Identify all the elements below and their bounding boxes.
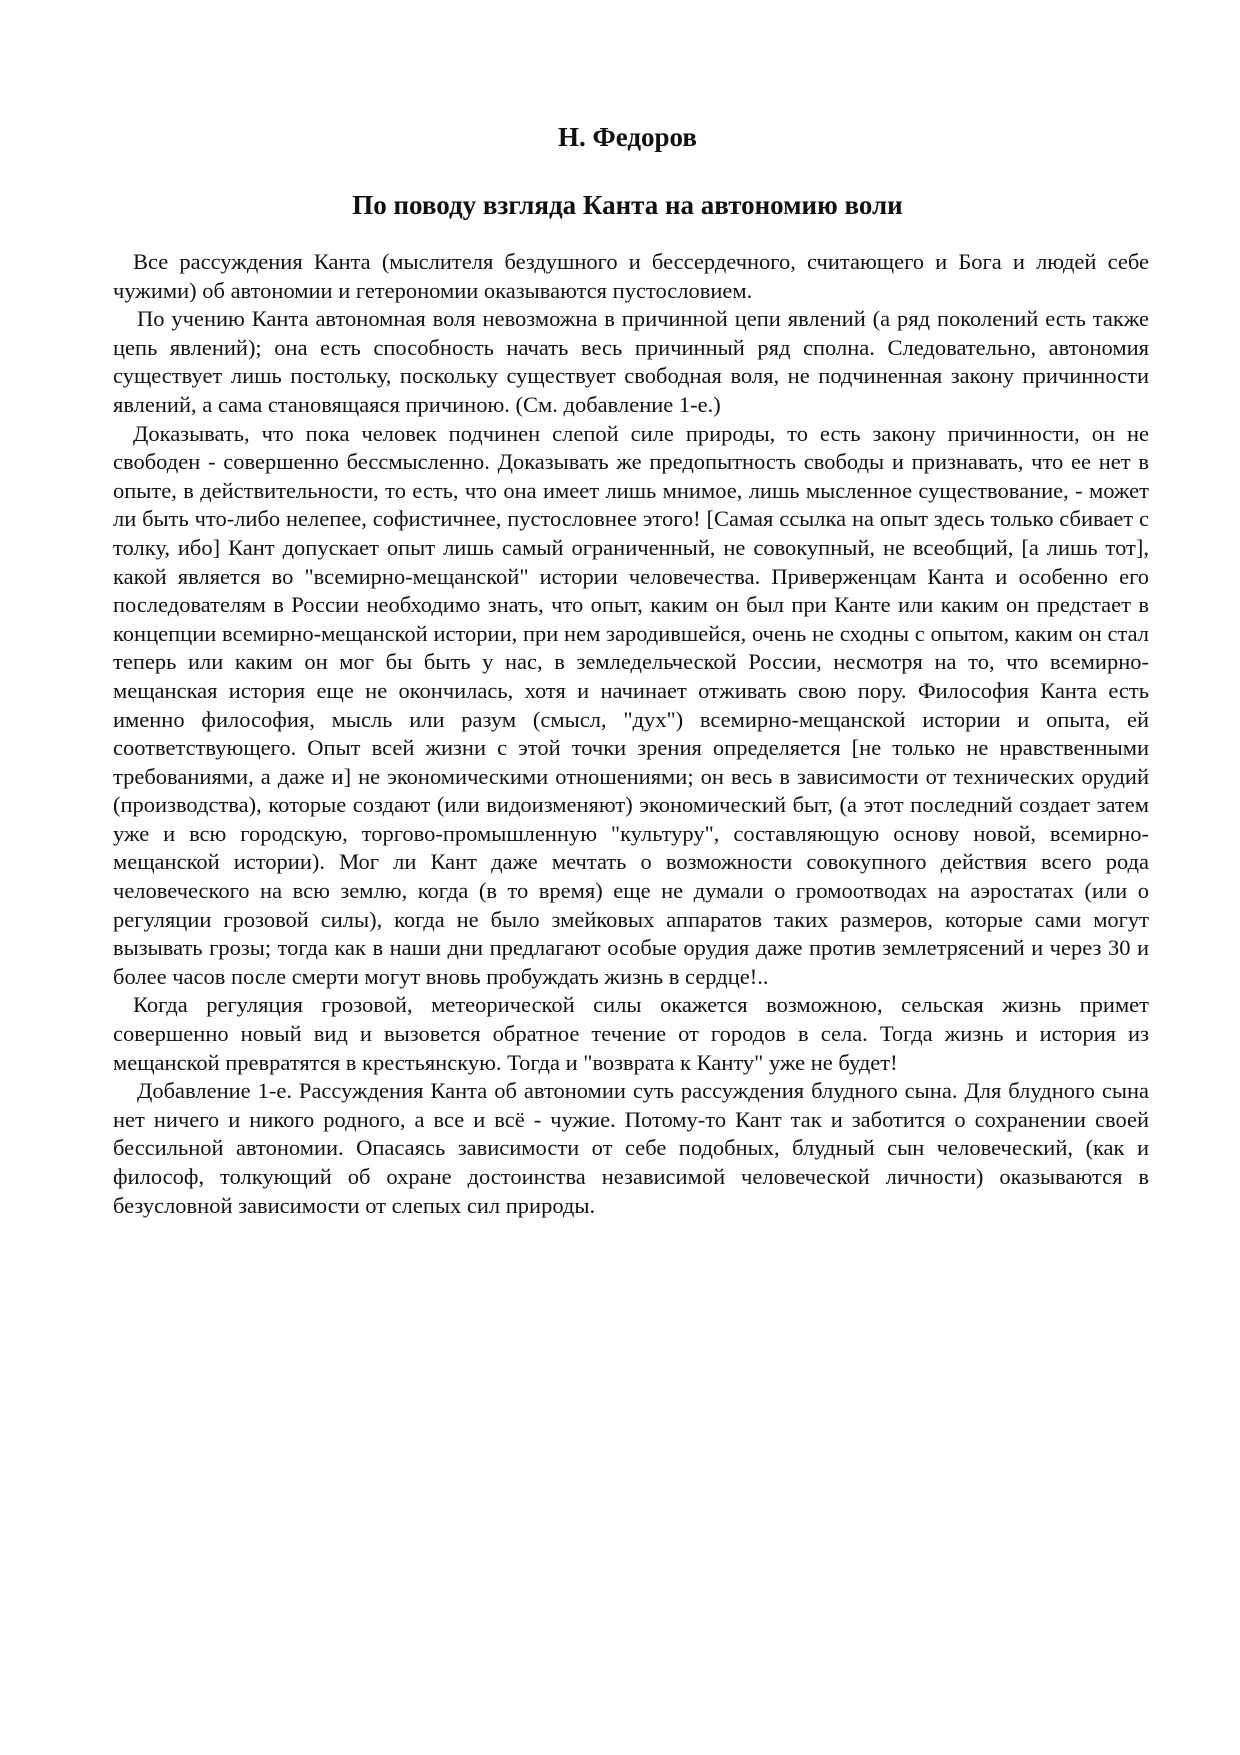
paragraph-4: Когда регуляция грозовой, метеорической силы окажется возможною, сельская жизнь примет совершенно новый вид и вызовется обратное течение от городов в села. Тогда жизнь и история из мещанской превратятся в крестьянскую. Тогда и "возврата к Канту" уже не будет! (113, 992, 1149, 1075)
author-name: Н. Федоров (558, 122, 697, 152)
document-title: По поводу взгляда Канта на автономию воли (352, 190, 903, 220)
document-body (113, 248, 1149, 1220)
paragraph-3: Доказывать, что пока человек подчинен слепой силе природы, то есть закону причинности, он не свободен - совершенно бессмысленно. Доказывать же предопытность свободы и признавать, что ее нет в опыте, в действительности, то есть, что она имеет лишь мнимое, лишь мысленное существование, - может ли быть что-либо нелепее, софистичнее, пустословнее этого! [Самая ссылка на опыт здесь только сбивает с толку, ибо] Кант допускает опыт лишь самый ограниченный, не совокупный, не всеобщий, [а лишь тот], какой является во "всемирно-мещанской" истории человечества. Приверженцам Канта и особенно его последователям в России необходимо знать, что опыт, каким он был при Канте или каким он предстает в концепции всемирно-мещанской истории, при нем зародившейся, очень не сходны с опытом, каким он стал теперь или каким он мог бы быть у нас, в земледельческой России, несмотря на то, что всемирно-мещанская история еще не окончилась, хотя и начинает отживать свою пору. Философия Канта есть именно философия, мысль или разум (смысл, "дух") всемирно-мещанской истории и опыта, ей соответствующего. Опыт всей жизни с этой точки зрения определяется [не только не нравственными требованиями, а даже и] не экономическими отношениями; он весь в зависимости от технических орудий (производства), которые создают (или видоизменяют) экономический быт, (а этот последний создает затем уже и всю городскую, торгово-промышленную "культуру", составляющую основу новой, всемирно-мещанской истории). Мог ли Кант даже мечтать о возможности совокупного действия всего рода человеческого на всю землю, когда (в то время) еще не думали о громоотводах на аэростатах (или о регуляции грозовой силы), когда не было змейковых аппаратов таких размеров, которые сами могут вызывать грозы; тогда как в наши дни предлагают особые орудия даже против землетрясений и через 30 и более часов после смерти могут вновь пробуждать жизнь в сердце!.. (113, 420, 1149, 989)
paragraph-2: По учению Канта автономная воля невозможна в причинной цепи явлений (а ряд поколений есть также цепь явлений); она есть способность начать весь причинный ряд сполна. Следовательно, автономия существует лишь постольку, поскольку существует свободная воля, не подчиненная закону причинности явлений, а сама становящаяся причиною. (См. добавление 1-е.) (113, 306, 1149, 417)
paragraph-addendum: Добавление 1-е. Рассуждения Канта об автономии суть рассуждения блудного сына. Для блудного сына нет ничего и никого родного, а все и всё - чужие. Потому-то Кант так и заботится о сохранении своей бессильной автономии. Опасаясь зависимости от себе подобных, блудный сын человеческий, (как и философ, толкующий об охране достоинства независимой человеческой личности) оказываются в безусловной зависимости от слепых сил природы. (113, 1078, 1149, 1218)
paragraph-1: Все рассуждения Канта (мыслителя бездушного и бессердечного, считающего и Бога и людей себе чужими) об автономии и гетерономии оказываются пустословием. (113, 249, 1149, 303)
